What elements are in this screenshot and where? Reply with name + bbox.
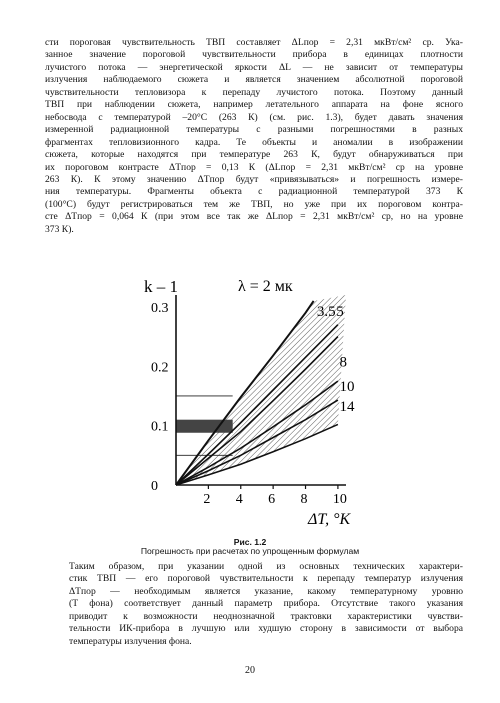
text-line: 263 К). К этому значению ΔTпор будут «привязываться» и погрешность измере- (45, 173, 463, 185)
text-line: ΔTпор — необходимым является указание, какому температурному уровню (69, 585, 463, 597)
text-line: занное значение пороговой чувствительности прибора в единицах плотности (45, 49, 463, 61)
text-line: небосвода с температурой –20°С (263 К) (см. рис. 1.3), будет давать значения (45, 111, 463, 123)
text-line: температуры излучения фона. (69, 635, 192, 647)
page-number: 20 (245, 665, 255, 676)
x-tick-label: 2 (203, 492, 211, 507)
y-axis-label: k – 1 (144, 277, 178, 296)
curve-label: 14 (339, 398, 355, 415)
text-line: 373 К). (45, 223, 74, 235)
y-tick-label: 0.1 (151, 419, 169, 435)
text-line: (100°С) будут регистрироваться тем же ТВП, но уже при их пороговом контра- (45, 198, 463, 210)
text-line: излучения наблюдаемого сюжета и является значением абсолютной пороговой (45, 74, 463, 86)
figure-caption-text: Погрешность при расчетах по упрощенным формулам (140, 546, 360, 556)
error-chart (130, 272, 380, 534)
curve-label: 5 (336, 303, 344, 320)
text-line: лучистого потока — энергетической яркости ΔL — не зависит от температуры (45, 61, 463, 73)
paragraph-bottom (45, 561, 463, 648)
x-axis-label: ΔT, °К (308, 511, 351, 528)
text-line: Таким образом, при указании одной из основных технических характери- (69, 561, 463, 572)
x-tick-label: 8 (300, 492, 308, 507)
y-tick-label: 0 (151, 479, 158, 494)
lambda-label: λ = 2 мк (238, 278, 293, 295)
text-line: ния температуры. Фрагменты объекта с радиационной температурой 373 К (45, 186, 463, 198)
text-line: сти пороговая чувствительность ТВП составляет ΔLпор = 2,31 мкВт/см² ср. Ука- (45, 37, 463, 48)
text-line: чувствительности тепловизора к перепаду лучистого потока. Поэтому данный (45, 86, 463, 98)
paragraph-top (45, 37, 463, 236)
y-tick-label: 0.3 (151, 300, 169, 316)
curve-label: 3.5 (316, 303, 336, 320)
text-line: сюжета, которые находятся при температуре 263 К, будут обнаруживаться при (45, 149, 463, 161)
text-line: их пороговом контрасте ΔTпор = 0,13 К (ΔLпор = 2,31 мкВт/см² ср на уровне (45, 161, 463, 173)
dark-band (176, 420, 233, 433)
text-line: измеренной радиационной температуры с разными погрешностями в разных (45, 124, 463, 136)
text-line: ТВП при наблюдении сюжета, например летательного аппарата на фоне ясного (45, 99, 463, 111)
x-tick-label: 10 (332, 492, 347, 507)
curve-label: 8 (339, 354, 348, 371)
text-line: тельности ИК-прибора в лучшую или худшую сторону в зависимости от выбора (69, 623, 463, 635)
text-line: фрагментах тепловизионного кадра. Те объекты и аномалии в изображении (45, 136, 463, 148)
text-line: стик ТВП — его пороговой чувствительности к перепаду температур излучения (69, 573, 463, 585)
y-tick-label: 0.2 (151, 360, 169, 376)
figure-caption-title: Рис. 1.2 (233, 537, 267, 547)
curve-label: 10 (339, 379, 355, 396)
figure-1-2 (130, 272, 380, 534)
text-line: (T фона) соответствует данный параметр прибора. Отсутствие такого указания (69, 598, 463, 610)
x-tick-label: 6 (268, 492, 276, 507)
x-tick-label: 4 (235, 492, 243, 507)
text-line: сте ΔTпор = 0,064 К (при этом все так же ΔLпор = 2,31 мкВт/см² ср, но на уровне (45, 211, 463, 223)
text-line: приводит к возможности неоднозначной трактовки характеристики чувстви- (69, 610, 463, 622)
